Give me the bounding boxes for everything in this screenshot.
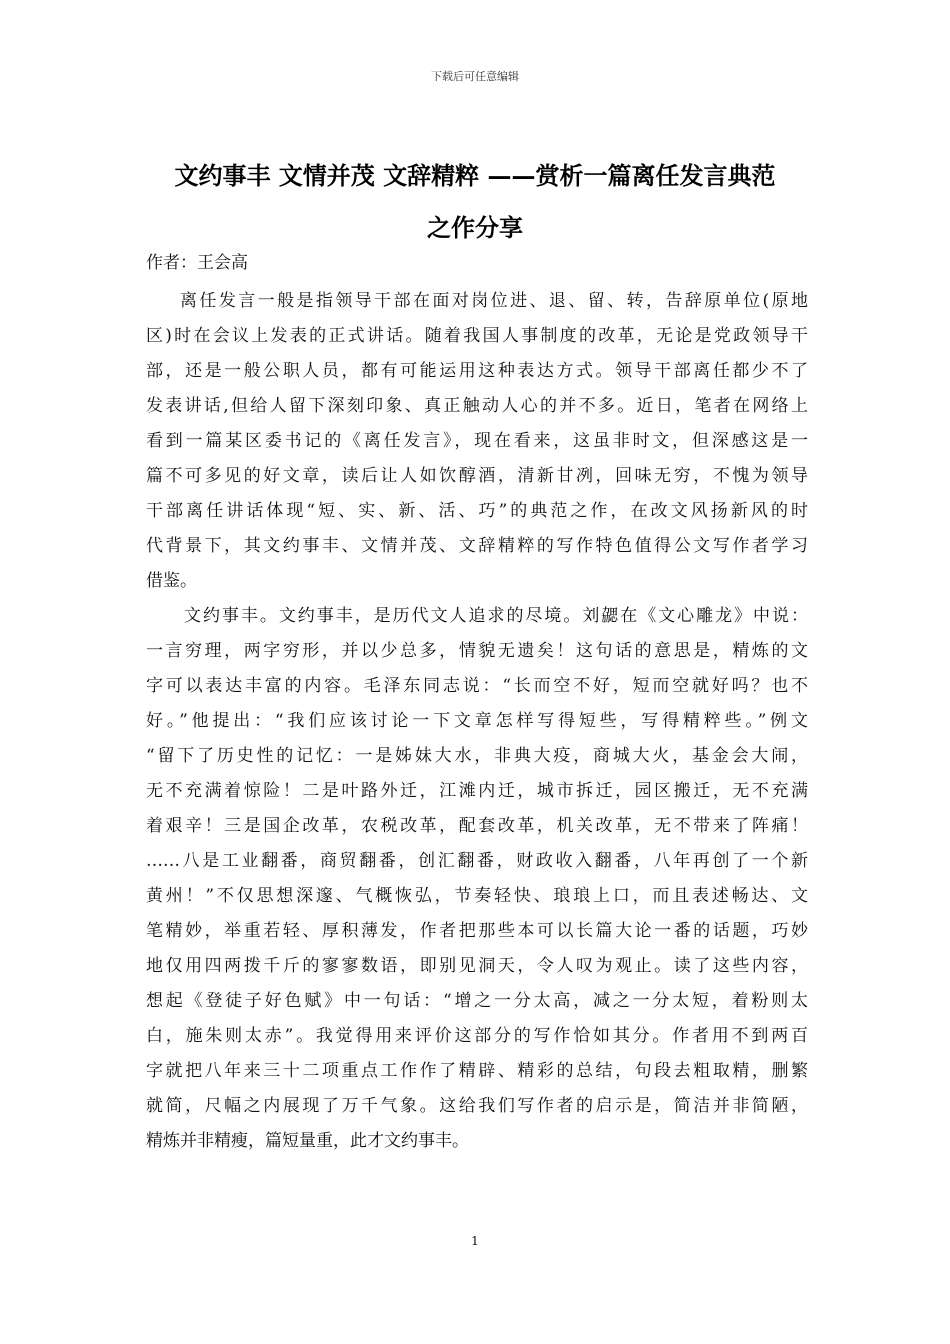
text-line: 部，还是一般公职人员，都有可能运用这种表达方式。领导干部离任都少不了	[146, 361, 808, 381]
text-line: 想起《登徒子好色赋》中一句话：“增之一分太高，减之一分太短，着粉则太	[146, 991, 808, 1011]
text-line: 着艰辛！三是国企改革，农税改革，配套改革，机关改革，无不带来了阵痛！	[146, 816, 808, 836]
text-line: 区)时在会议上发表的正式讲话。随着我国人事制度的改革，无论是党政领导干	[146, 326, 808, 346]
title-line-2: 之作分享	[427, 213, 523, 242]
text-line: 白，施朱则太赤”。我觉得用来评价这部分的写作恰如其分。作者用不到两百	[146, 1026, 808, 1046]
text-line: 篇不可多见的好文章，读后让人如饮醇酒，清新甘冽，回味无穷，不愧为领导	[146, 466, 808, 486]
paragraph-2	[146, 599, 808, 1159]
text-line: 字就把八年来三十二项重点工作作了精辟、精彩的总结，句段去粗取精，删繁	[146, 1061, 808, 1081]
text-line: 就简，尺幅之内展现了万千气象。这给我们写作者的启示是，简洁并非简陋，	[146, 1096, 808, 1116]
text-line: 好。”他提出：“我们应该讨论一下文章怎样写得短些，写得精粹些。”例文	[146, 711, 808, 731]
text-line: “留下了历史性的记忆：一是姊妹大水，非典大疫，商城大火，基金会大闹，	[146, 746, 808, 766]
text-line: 字可以表达丰富的内容。毛泽东同志说：“长而空不好，短而空就好吗？也不	[146, 676, 808, 696]
page-header-note: 下载后可任意编辑	[431, 70, 519, 83]
text-line: 代背景下，其文约事丰、文情并茂、文辞精粹的写作特色值得公文写作者学习	[146, 536, 808, 556]
author-line: 作者：王会高	[146, 253, 248, 273]
text-line: 发表讲话,但给人留下深刻印象、真正触动人心的并不多。近日，笔者在网络上	[146, 396, 808, 416]
text-line: 黄州！”不仅思想深邃、气概恢弘，节奏轻快、琅琅上口，而且表述畅达、文	[146, 886, 808, 906]
text-line: 看到一篇某区委书记的《离任发言》，现在看来，这虽非时文，但深感这是一	[146, 431, 808, 451]
text-line: ……八是工业翻番，商贸翻番，创汇翻番，财政收入翻番，八年再创了一个新	[146, 851, 808, 871]
text-line: 干部离任讲话体现“短、实、新、活、巧”的典范之作，在改文风扬新风的时	[146, 501, 808, 521]
title-line-1: 文约事丰 文情并茂 文辞精粹 ——赏析一篇离任发言典范	[174, 161, 776, 190]
text-line: 精炼并非精瘦，篇短量重，此才文约事丰。	[146, 1131, 469, 1151]
body-text	[146, 284, 808, 1159]
text-line: 文约事丰。文约事丰，是历代文人追求的尽境。刘勰在《文心雕龙》中说：	[184, 606, 808, 626]
text-line: 一言穷理，两字穷形，并以少总多，情貌无遗矣！这句话的意思是，精炼的文	[146, 641, 808, 661]
text-line: 地仅用四两拨千斤的寥寥数语，即别见洞天，令人叹为观止。读了这些内容，	[146, 956, 808, 976]
text-line: 无不充满着惊险！二是叶路外迁，江滩内迁，城市拆迁，园区搬迁，无不充满	[146, 781, 808, 801]
document-title	[120, 150, 830, 254]
text-line: 离任发言一般是指领导干部在面对岗位进、退、留、转，告辞原单位(原地	[180, 291, 808, 311]
text-line: 借鉴。	[146, 571, 197, 591]
page-number: 1	[471, 1234, 479, 1248]
text-line: 笔精妙，举重若轻、厚积薄发，作者把那些本可以长篇大论一番的话题，巧妙	[146, 921, 808, 941]
paragraph-1	[146, 284, 808, 599]
